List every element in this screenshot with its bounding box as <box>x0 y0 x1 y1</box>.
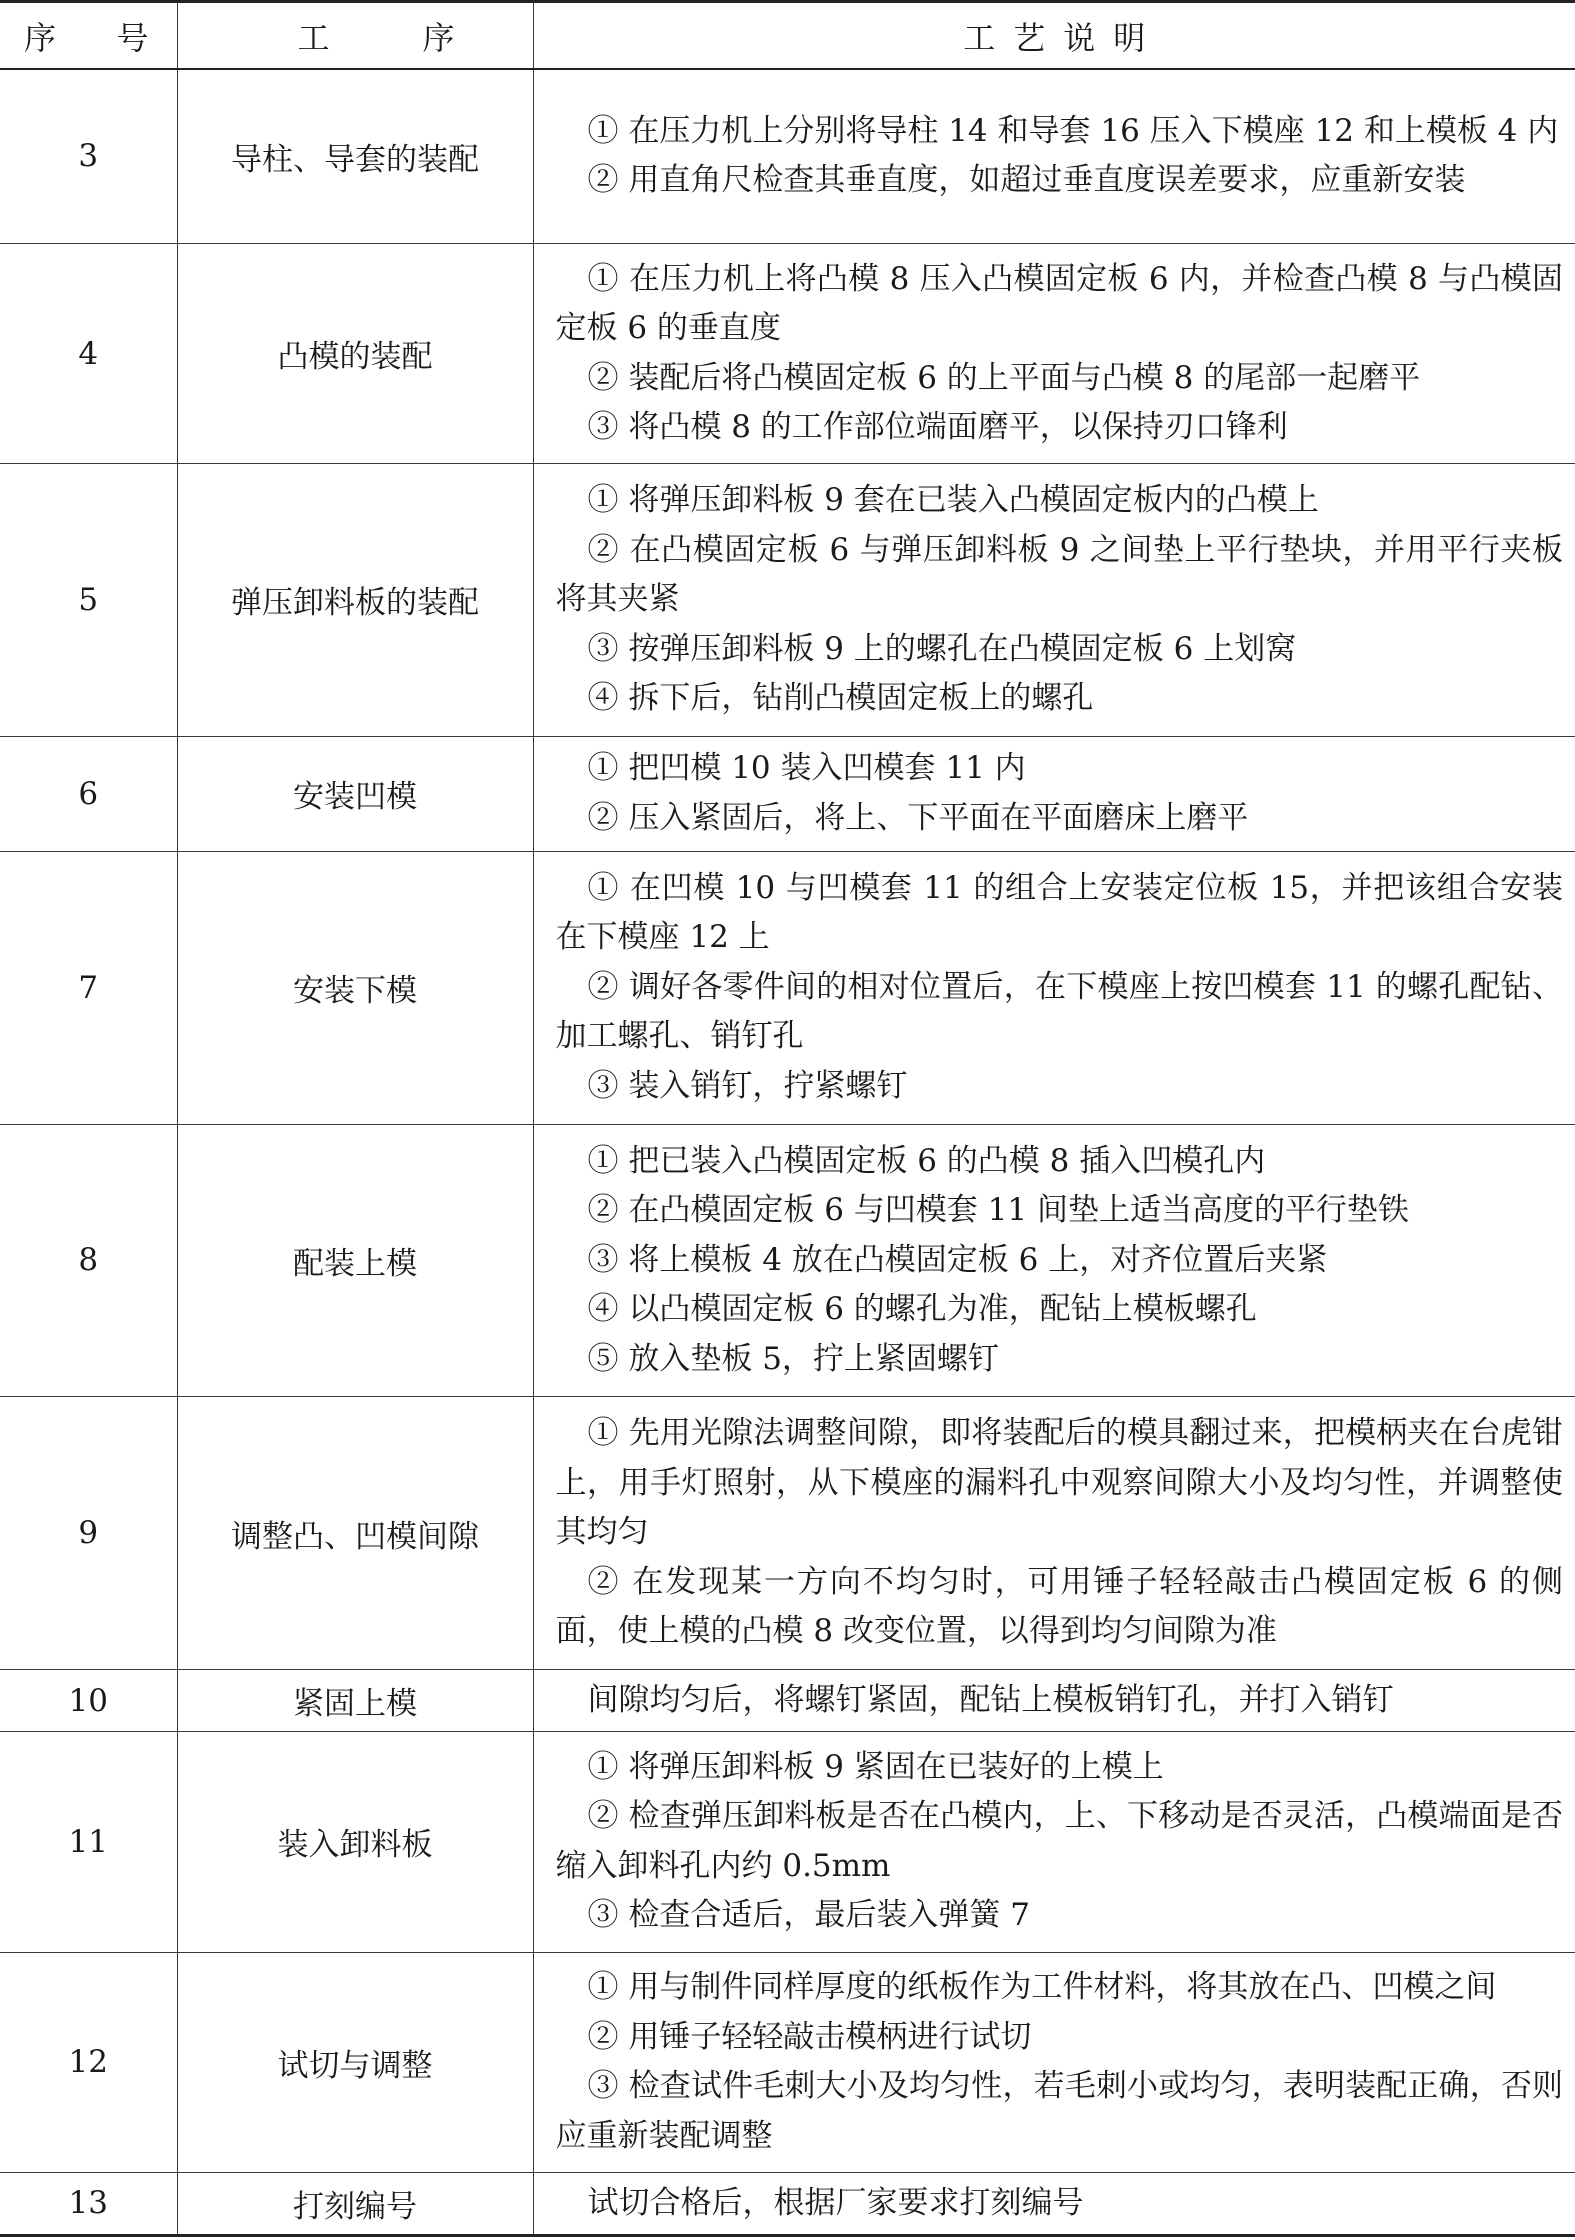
header-description-label: 工艺说明 <box>963 18 1164 57</box>
description-line: ② 用锤子轻轻敲击模柄进行试切 <box>587 2018 1032 2055</box>
step-name: 安装凹模 <box>177 736 533 851</box>
step-number: 3 <box>0 69 177 243</box>
description-line: ① 把已装入凸模固定板 6 的凸模 8 插入凹模孔内 <box>587 1142 1266 1179</box>
step-name: 试切与调整 <box>177 1952 533 2172</box>
step-description <box>533 1397 1575 1670</box>
table-row <box>0 1732 1575 1952</box>
table-header-row <box>0 2 1575 70</box>
step-number: 4 <box>0 243 177 463</box>
table-row <box>0 851 1575 1124</box>
description-line: ① 在凹模 10 与凹模套 11 的组合上安装定位板 15，并把该组合安装在下模座 12 上 <box>555 869 1563 956</box>
table-body <box>0 69 1575 2236</box>
description-line: ④ 拆下后，钻削凸模固定板上的螺孔 <box>587 680 1094 717</box>
step-description <box>533 243 1575 463</box>
description-line: ② 装配后将凸模固定板 6 的上平面与凸模 8 的尾部一起磨平 <box>587 359 1421 396</box>
description-line: ③ 检查合适后，最后装入弹簧 7 <box>587 1897 1030 1934</box>
description-line: ② 在发现某一方向不均匀时，可用锤子轻轻敲击凸模固定板 6 的侧面，使上模的凸模 8 改变位置，以得到均匀间隙为准 <box>555 1563 1563 1650</box>
description-line: ① 将弹压卸料板 9 套在已装入凸模固定板内的凸模上 <box>587 482 1319 519</box>
table-row <box>0 1397 1575 1670</box>
description-line: ② 在凸模固定板 6 与弹压卸料板 9 之间垫上平行垫块，并用平行夹板将其夹紧 <box>555 531 1563 618</box>
step-number: 13 <box>0 2172 177 2235</box>
description-line: ③ 检查试件毛刺大小及均匀性，若毛刺小或均匀，表明装配正确，否则应重新装配调整 <box>555 2068 1563 2154</box>
description-line: ③ 将凸模 8 的工作部位端面磨平，以保持刃口锋利 <box>587 409 1288 445</box>
description-line: ③ 装入销钉，拧紧螺钉 <box>587 1067 908 1104</box>
step-number: 8 <box>0 1124 177 1397</box>
step-name: 弹压卸料板的装配 <box>177 464 533 737</box>
description-line: ② 检查弹压卸料板是否在凸模内，上、下移动是否灵活，凸模端面是否缩入卸料孔内约 0.5mm <box>555 1798 1563 1884</box>
step-description <box>533 69 1575 243</box>
description-line: ⑤ 放入垫板 5，拧上紧固螺钉 <box>587 1340 999 1377</box>
description-line: ② 用直角尺检查其垂直度，如超过垂直度误差要求，应重新安装 <box>587 162 1466 199</box>
step-name: 紧固上模 <box>177 1670 533 1732</box>
description-line: ① 在压力机上分别将导柱 14 和导套 16 压入下模座 12 和上模板 4 内 <box>587 112 1559 149</box>
step-number: 11 <box>0 1732 177 1952</box>
table-row <box>0 2172 1575 2235</box>
table-row <box>0 69 1575 243</box>
step-name: 凸模的装配 <box>177 243 533 463</box>
header-step <box>177 2 533 70</box>
step-name: 打刻编号 <box>177 2172 533 2235</box>
step-number: 12 <box>0 1952 177 2172</box>
header-step-char: 序 <box>422 18 455 57</box>
header-number <box>0 2 177 70</box>
step-number: 7 <box>0 851 177 1124</box>
header-description <box>533 2 1575 70</box>
step-description <box>533 1732 1575 1952</box>
step-description <box>533 1124 1575 1397</box>
description-line: ② 调好各零件间的相对位置后，在下模座上按凹模套 11 的螺孔配钻、加工螺孔、销钉孔 <box>555 968 1563 1055</box>
step-number: 9 <box>0 1397 177 1670</box>
header-number-char: 序 <box>24 18 57 57</box>
table-row <box>0 1124 1575 1397</box>
description-line: ① 在压力机上将凸模 8 压入凸模固定板 6 内，并检查凸模 8 与凸模固定板 6 的垂直度 <box>555 260 1563 346</box>
description-line: ③ 将上模板 4 放在凸模固定板 6 上，对齐位置后夹紧 <box>587 1241 1328 1278</box>
description-line: ① 把凹模 10 装入凹模套 11 内 <box>587 750 1026 787</box>
table-row <box>0 243 1575 463</box>
description-line: ② 压入紧固后，将上、下平面在平面磨床上磨平 <box>587 799 1249 836</box>
description-line: ④ 以凸模固定板 6 的螺孔为准，配钻上模板螺孔 <box>587 1291 1257 1328</box>
description-line: ① 用与制件同样厚度的纸板作为工件材料，将其放在凸、凹模之间 <box>587 1969 1497 2006</box>
description-line: ① 将弹压卸料板 9 紧固在已装好的上模上 <box>587 1748 1164 1785</box>
step-name: 导柱、导套的装配 <box>177 69 533 243</box>
description-line: 试切合格后，根据厂家要求打刻编号 <box>587 2184 1084 2221</box>
step-description <box>533 1670 1575 1732</box>
step-name: 调整凸、凹模间隙 <box>177 1397 533 1670</box>
table-row <box>0 1952 1575 2172</box>
header-number-char: 号 <box>116 18 149 57</box>
description-line: ① 先用光隙法调整间隙，即将装配后的模具翻过来，把模柄夹在台虎钳上，用手灯照射，从下模座的漏料孔中观察间隙大小及均匀性，并调整使其均匀 <box>555 1415 1563 1551</box>
step-description <box>533 1952 1575 2172</box>
table-row <box>0 736 1575 851</box>
step-description <box>533 736 1575 851</box>
step-description <box>533 2172 1575 2235</box>
step-name: 装入卸料板 <box>177 1732 533 1952</box>
step-name: 安装下模 <box>177 851 533 1124</box>
description-line: 间隙均匀后，将螺钉紧固，配钻上模板销钉孔，并打入销钉 <box>587 1681 1394 1718</box>
step-number: 6 <box>0 736 177 851</box>
table-row <box>0 1670 1575 1732</box>
header-step-char: 工 <box>297 18 330 57</box>
step-description <box>533 464 1575 737</box>
description-line: ② 在凸模固定板 6 与凹模套 11 间垫上适当高度的平行垫铁 <box>587 1192 1409 1229</box>
step-number: 5 <box>0 464 177 737</box>
step-number: 10 <box>0 1670 177 1732</box>
description-line: ③ 按弹压卸料板 9 上的螺孔在凸模固定板 6 上划窝 <box>587 630 1297 667</box>
step-name: 配装上模 <box>177 1124 533 1397</box>
table-row <box>0 464 1575 737</box>
step-description <box>533 851 1575 1124</box>
